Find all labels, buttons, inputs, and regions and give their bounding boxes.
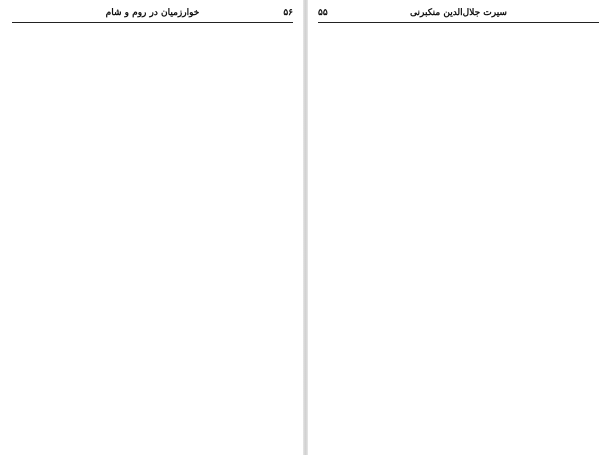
body-line — [12, 212, 293, 229]
body-line — [12, 178, 293, 195]
body-line — [12, 145, 293, 162]
body-line — [318, 29, 599, 46]
body-line — [12, 411, 293, 428]
body-line — [12, 29, 293, 46]
body-line — [12, 46, 293, 63]
body-line — [318, 328, 599, 345]
right-running-title: سیرت جلال‌الدین منکبرنی — [410, 8, 507, 18]
body-line — [12, 278, 293, 295]
body-line — [12, 427, 293, 444]
left-page-number: ۵۶ — [283, 8, 293, 18]
body-line — [12, 129, 293, 146]
body-line — [318, 195, 599, 212]
body-line — [12, 361, 293, 378]
body-line — [12, 95, 293, 112]
body-line — [318, 46, 599, 63]
right-running-head — [318, 6, 599, 23]
body-line — [318, 228, 599, 245]
body-line — [318, 79, 599, 96]
body-line — [318, 178, 599, 195]
body-line — [318, 344, 599, 361]
body-line — [318, 377, 599, 394]
body-line — [318, 245, 599, 262]
body-line — [12, 195, 293, 212]
body-line — [318, 62, 599, 79]
left-running-title: خوارزمیان در روم و شام — [105, 8, 200, 18]
body-line — [318, 95, 599, 112]
body-line — [318, 278, 599, 295]
body-line — [12, 245, 293, 262]
body-line — [318, 162, 599, 179]
right-page-number: ۵۵ — [318, 8, 328, 18]
body-line — [318, 361, 599, 378]
body-line — [12, 79, 293, 96]
body-line — [12, 112, 293, 129]
right-body-text — [318, 29, 599, 444]
body-line — [318, 261, 599, 278]
body-line — [12, 228, 293, 245]
left-body-text — [12, 29, 293, 444]
body-line — [318, 394, 599, 411]
body-line — [12, 377, 293, 394]
body-line — [12, 394, 293, 411]
body-line — [318, 129, 599, 146]
body-line — [12, 311, 293, 328]
body-line — [12, 295, 293, 312]
body-line — [12, 328, 293, 345]
body-line — [318, 427, 599, 444]
body-line — [12, 344, 293, 361]
left-page — [0, 0, 303, 455]
body-line — [12, 62, 293, 79]
body-line — [318, 112, 599, 129]
body-line — [318, 212, 599, 229]
body-line — [12, 162, 293, 179]
body-line — [318, 145, 599, 162]
body-line — [318, 411, 599, 428]
left-running-head — [12, 6, 293, 23]
body-line — [12, 261, 293, 278]
right-page — [308, 0, 611, 455]
body-line — [318, 311, 599, 328]
body-line — [318, 295, 599, 312]
